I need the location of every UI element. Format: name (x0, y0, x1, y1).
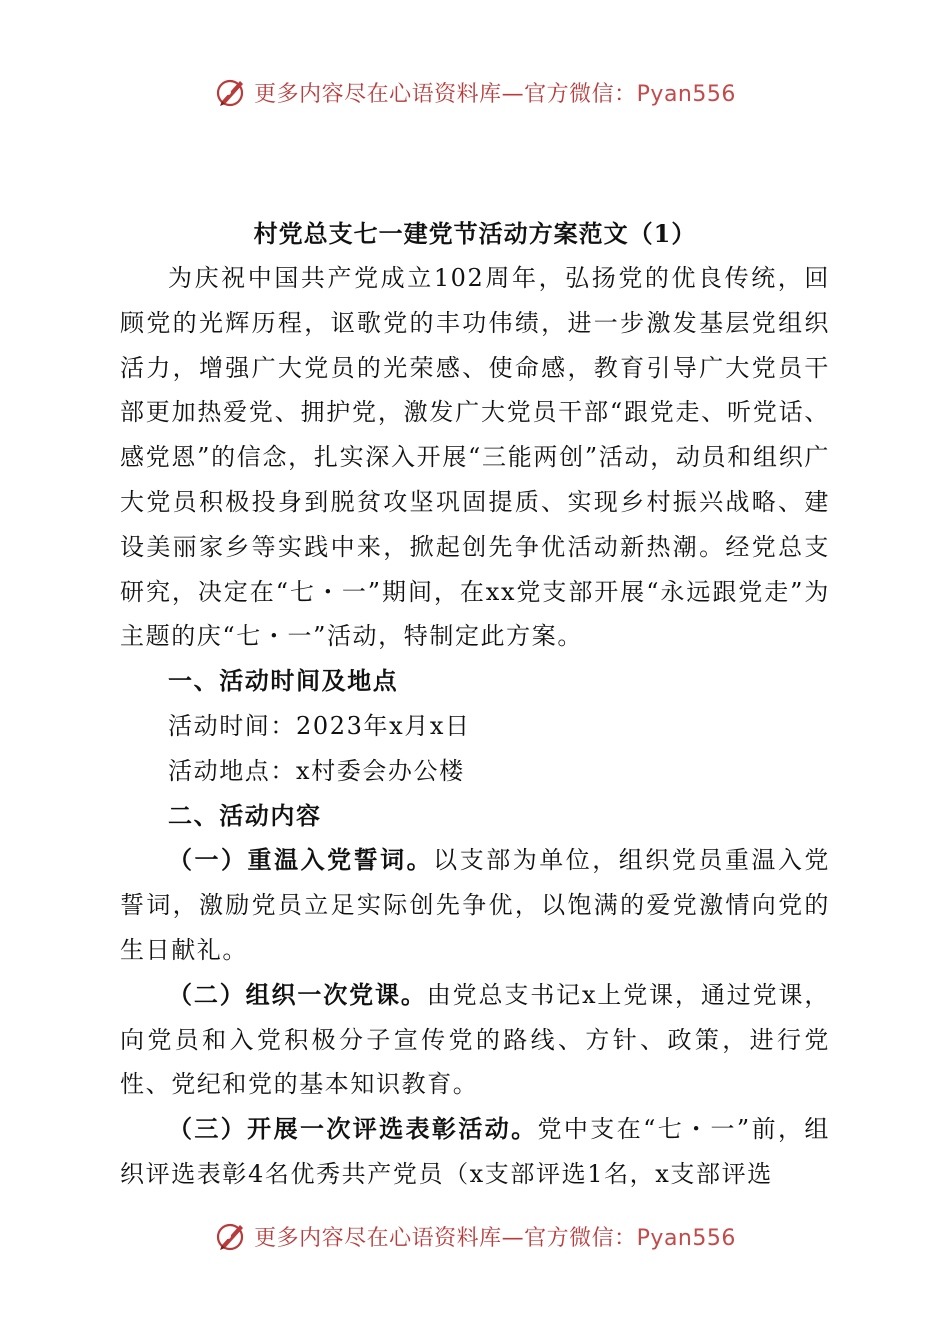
content-item-1-lead: （一）重温入党誓词。 (168, 845, 434, 875)
watermark-footer (0, 1216, 950, 1256)
content-item-2 (120, 973, 830, 1107)
content-item-1-body: 以支部为单位，组织党员重温入党誓词，激励党员立足实际创先争优，以饱满的爱党激情向党的生日献礼。 (120, 846, 831, 964)
content-item-1 (120, 838, 830, 972)
activity-place: 活动地点：x村委会办公楼 (168, 756, 465, 785)
watermark-header (0, 72, 950, 112)
intro-paragraph: 为庆祝中国共产党成立102周年，弘扬党的优良传统，回顾党的光辉历程，讴歌党的丰功伟绩，进一步激发基层党组织活力，增强广大党员的光荣感、使命感，教育引导广大党员干部更加热爱党、拥护党，激发广大党员干部“跟党走、听党话、感党恩”的信念，扎实深入开展“三能两创”活动，动员和组织广大党员积极投身到脱贫攻坚巩固提质、实现乡村振兴战略、建设美丽家乡等实践中来，掀起创先争优活动新热潮。经党总支研究，决定在“七・一”期间，在xx党支部开展“永远跟党走”为主题的庆“七・一”活动，特制定此方案。 (120, 264, 830, 651)
document-title: 村党总支七一建党节活动方案范文（1） (253, 219, 697, 248)
activity-time: 活动时间：2023年x月x日 (168, 711, 471, 740)
content-item-3 (120, 1107, 830, 1197)
pen-logo-icon (214, 75, 248, 109)
document-body (120, 212, 830, 1197)
content-item-2-body: 由党总支书记x上党课，通过党课，向党员和入党积极分子宣传党的路线、方针、政策，进行党性、党纪和党的基本知识教育。 (120, 980, 830, 1099)
pen-logo-icon (214, 1219, 248, 1253)
content-item-2-lead: （二）组织一次党课。 (168, 979, 427, 1009)
watermark-text: 更多内容尽在心语资料库—官方微信：Pyan556 (254, 81, 736, 107)
content-item-3-lead: （三）开展一次评选表彰活动。 (168, 1114, 538, 1144)
section-heading-time-place: 一、活动时间及地点 (168, 666, 399, 696)
watermark-text: 更多内容尽在心语资料库—官方微信：Pyan556 (254, 1225, 736, 1251)
section-heading-content: 二、活动内容 (168, 800, 322, 830)
content-item-3-body: 党中支在“七・一”前，组织评选表彰4名优秀共产党员（x支部评选1名，x支部评选 (120, 1115, 830, 1188)
